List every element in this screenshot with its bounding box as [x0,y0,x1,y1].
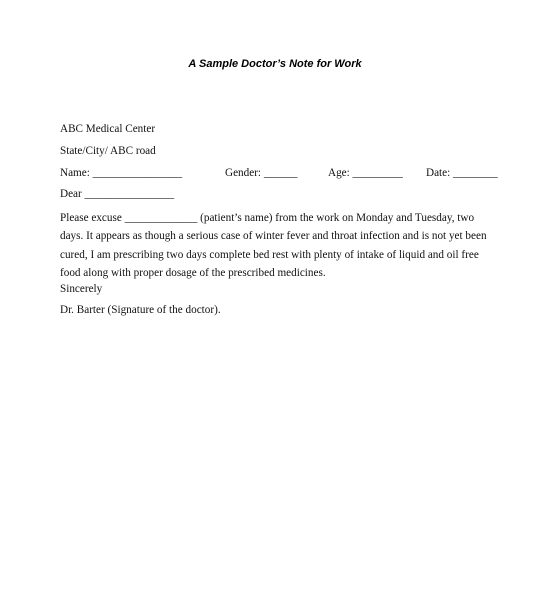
document-title: A Sample Doctor’s Note for Work [188,58,362,70]
note-body [60,209,500,282]
note-body-line: cured, I am prescribing two days complete bed rest with plenty of intake of liquid and oil free [60,248,479,261]
clinic-name: ABC Medical Center [60,123,156,135]
note-body-line: food along with proper dosage of the prescribed medicines. [60,266,326,279]
age-field: Age: _________ [328,167,403,179]
closing: Sincerely [60,283,103,295]
note-body-line: days. It appears as though a serious case of winter fever and throat infection and is not yet been [60,230,487,243]
note-body-line: Please excuse _____________ (patient’s name) from the work on Monday and Tuesday, two [60,212,475,224]
gender-field: Gender: ______ [225,167,298,179]
salutation: Dear ________________ [60,188,175,200]
signature-line: Dr. Barter (Signature of the doctor). [60,304,221,316]
date-field: Date: ________ [426,167,498,179]
name-field: Name: ________________ [60,167,183,179]
clinic-address: State/City/ ABC road [60,145,156,157]
